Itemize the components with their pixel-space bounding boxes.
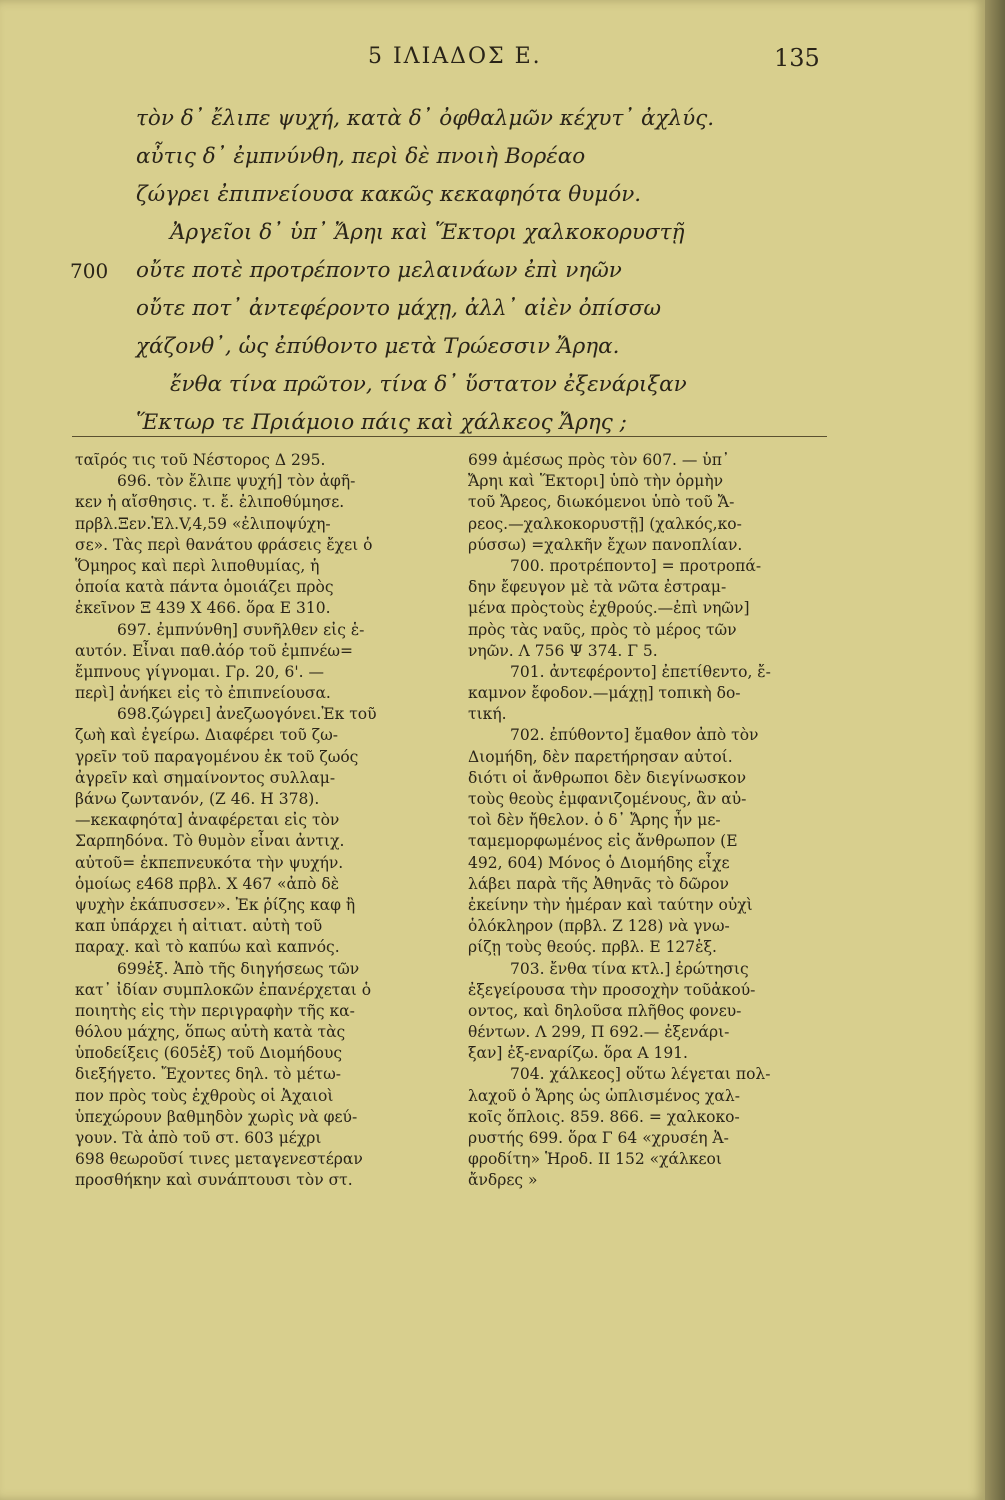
verse-text: Ἕκτωρ τε Πριάμοιο πάις καὶ χάλκεος Ἄρης ; [136, 410, 627, 435]
commentary-line: ὑποδείξεις (605ἑξ) τοῦ Διομήδους [75, 1044, 343, 1063]
commentary-line: ὑπεχώρουν βαθμηδὸν χωρὶς νὰ φεύ- [75, 1107, 358, 1126]
page-edge [985, 0, 1005, 1500]
commentary-line: ταῖρός τις τοῦ Νέστορος Δ 295. [75, 451, 326, 469]
commentary-line: σε». Τὰς περὶ θανάτου φράσεις ἔχει ὁ [75, 535, 373, 554]
commentary-line: αυτόν. Εἶναι παθ.ἀόρ τοῦ ἐμπνέω= [75, 641, 354, 660]
commentary-line: πρβλ.Ξεν.Ἑλ.V,4,59 «ἐλιποψύχη- [75, 514, 331, 533]
verse-line [70, 176, 830, 214]
commentary-line: 700. προτρέποντο] = προτροπά- [510, 556, 762, 575]
verse-text: τὸν δ᾿ ἔλιπε ψυχή, κατὰ δ᾿ ὀφθαλμῶν κέχυτ᾿ ἀχλύς. [136, 106, 715, 131]
commentary-line: κεν ἡ αἴσθησις. τ. ἔ. ἐλιποθύμησε. [75, 493, 345, 512]
verse-line [70, 290, 830, 328]
commentary-line: ρίζῃ τοὺς θεούς. πρβλ. Ε 127ἑξ. [468, 938, 717, 957]
commentary-line: 703. ἔνθα τίνα κτλ.] ἐρώτησις [510, 959, 749, 978]
commentary-line: καμνον ἔφοδον.—μάχῃ] τοπικὴ δο- [468, 684, 741, 703]
divider-rule [72, 436, 827, 437]
commentary-line: προσθήκην καὶ συνάπτουσι τὸν στ. [75, 1171, 353, 1190]
commentary-line: Σαρπηδόνα. Τὸ θυμὸν εἶναι ἀντιχ. [75, 832, 345, 851]
verse-line [70, 328, 830, 366]
commentary-line: οντος, καὶ δηλοῦσα πλῆθος φονευ- [468, 1001, 742, 1020]
commentary-line: Ὅμηρος καὶ περὶ λιποθυμίας, ἡ [75, 556, 320, 575]
commentary-line: ἀγρεῖν καὶ σημαίνοντος συλλαμ- [75, 768, 336, 787]
commentary-line: ἔμπνους γίγνομαι. Γρ. 20, 6'. — [75, 662, 324, 681]
commentary-line: ρεος.—χαλκοκορυστῇ] (χαλκός,κο- [468, 514, 742, 533]
commentary-line: ζωὴ καὶ ἐγείρω. Διαφέρει τοῦ ζω- [75, 726, 339, 745]
verse-line [70, 366, 830, 404]
running-title: 5 ΙΛΙΑΔΟΣ Ε. [368, 44, 542, 69]
commentary-line: ποιητὴς εἰς τὴν περιγραφὴν τῆς κα- [75, 1001, 355, 1020]
verse-text: Ἀργεῖοι δ᾿ ὑπ᾿ Ἄρηι καὶ Ἕκτορι χαλκοκορυστῇ [170, 220, 685, 245]
verse-line [70, 252, 830, 290]
commentary-line: κοῖς ὅπλοις. 859. 866. = χαλκοκο- [468, 1107, 740, 1126]
commentary-line: τοῦ Ἄρεος, διωκόμενοι ὑπὸ τοῦ Ἄ- [468, 493, 735, 512]
commentary-line: πον πρὸς τοὺς ἐχθροὺς οἱ Ἀχαιοὶ [75, 1086, 334, 1105]
commentary-line: ἄνδρες » [468, 1171, 538, 1190]
commentary-line: 701. ἀντεφέροντο] ἐπετίθεντο, ἔ- [510, 662, 771, 681]
commentary-line: ταμεμορφωμένος εἰς ἄνθρωπον (Ε [468, 832, 738, 851]
commentary-line: ψυχὴν ἐκάπυσσεν». Ἐκ ῥίζης καφ ἢ [75, 895, 356, 914]
commentary-line: παραχ. καὶ τὸ καπύω καὶ καπνός. [75, 938, 340, 957]
commentary-line: ἐκείνην τὴν ἡμέραν καὶ ταύτην οὐχὶ [468, 895, 753, 914]
commentary-left-column [75, 450, 442, 1192]
page-number: 135 [774, 44, 820, 72]
verse-line [70, 214, 830, 252]
verse-number: 700 [70, 259, 109, 283]
verse-text: αὖτις δ᾿ ἐμπνύνθη, περὶ δὲ πνοιὴ Βορέαο [136, 144, 586, 169]
commentary-line: μένα πρὸςτοὺς ἐχθρούς.—ἐπὶ νηῶν] [468, 599, 750, 618]
commentary-line: 702. ἐπύθοντο] ἔμαθον ἀπὸ τὸν [510, 726, 759, 745]
commentary-line: 699ἑξ. Ἀπὸ τῆς διηγήσεως τῶν [117, 959, 360, 978]
commentary-line: περὶ] ἀνήκει εἰς τὸ ἐπιπνείουσα. [75, 684, 331, 703]
commentary-line: —κεκαφηότα] ἀναφέρεται εἰς τὸν [75, 811, 340, 830]
commentary-line: ὁμοίως ε468 πρβλ. Χ 467 «ἀπὸ δὲ [75, 874, 340, 893]
commentary-line: φροδίτη» Ἡροδ. ΙΙ 152 «χάλκεοι [468, 1150, 722, 1169]
commentary-line: Διομήδη, δὲν παρετήρησαν αὐτοί. [468, 747, 733, 766]
commentary-line: 704. χάλκεος] οὕτω λέγεται πολ- [510, 1065, 771, 1084]
commentary-line: ἐκεῖνον Ξ 439 Χ 466. ὅρα Ε 310. [75, 599, 331, 618]
commentary-line: 699 ἀμέσως πρὸς τὸν 607. — ὑπ᾿ [468, 451, 730, 469]
commentary-line: 492, 604) Μόνος ὁ Διομήδης εἶχε [468, 853, 730, 872]
commentary-line: διεξήγετο. Ἔχοντες δηλ. τὸ μέτω- [75, 1065, 341, 1084]
commentary-line: ἐξεγείρουσα τὴν προσοχὴν τοῦἀκού- [468, 980, 756, 999]
commentary-line: ρύσσω) =χαλκῆν ἔχων πανοπλίαν. [468, 535, 743, 554]
verse-text: οὔτε ποτὲ προτρέποντο μελαινάων ἐπὶ νηῶν [136, 258, 622, 283]
commentary-line: αὐτοῦ= ἐκπεπνευκότα τὴν ψυχήν. [75, 853, 344, 872]
commentary-line: ρυστής 699. ὅρα Γ 64 «χρυσέη Ἀ- [468, 1129, 729, 1147]
commentary-line: 698.ζώγρει] ἀνεζωογόνει.Ἐκ τοῦ [117, 705, 377, 724]
commentary-line: τοὶ δὲν ἤθελον. ὁ δ᾿ Ἄρης ἦν με- [468, 811, 721, 830]
commentary-line: βάνω ζωντανόν, (Ζ 46. Η 378). [75, 790, 320, 808]
verse-text: ἔνθα τίνα πρῶτον, τίνα δ᾿ ὕστατον ἐξενάριξαν [170, 372, 687, 397]
page-header [0, 44, 985, 74]
commentary-line: ὁποία κατὰ πάντα ὁμοιάζει πρὸς [75, 578, 334, 597]
commentary-line: τοὺς θεοὺς ἐμφανιζομένους, ἂν αὐ- [468, 790, 747, 808]
commentary-line: διότι οἱ ἄνθρωποι δὲν διεγίνωσκον [468, 768, 747, 787]
verse-block [70, 100, 830, 442]
commentary-line: ὁλόκληρον (πρβλ. Ζ 128) νὰ γνω- [468, 917, 730, 936]
commentary-line: λαχοῦ ὁ Ἄρης ὡς ὡπλισμένος χαλ- [468, 1086, 740, 1105]
commentary-line: 697. ἐμπνύνθη] συνῆλθεν εἰς ἑ- [117, 620, 365, 639]
commentary-line: τική. [468, 705, 507, 724]
commentary-line: Ἄρηι καὶ Ἕκτορι] ὑπὸ τὴν ὁρμὴν [468, 472, 724, 491]
commentary-right-column [468, 450, 828, 1192]
verse-text: οὔτε ποτ᾿ ἀντεφέροντο μάχῃ, ἀλλ᾿ αἰὲν ὀπίσσω [136, 296, 661, 321]
commentary-line: 698 θεωροῦσί τινες μεταγενεστέραν [75, 1150, 363, 1169]
commentary-line: θόλου μάχης, ὅπως αὐτὴ κατὰ τὰς [75, 1023, 346, 1042]
commentary-line: κατ᾿ ἰδίαν συμπλοκῶν ἐπανέρχεται ὁ [75, 980, 372, 999]
verse-line [70, 138, 830, 176]
verse-text: ζώγρει ἐπιπνείουσα κακῶς κεκαφηότα θυμόν. [136, 182, 642, 207]
commentary-line: καπ ὑπάρχει ἡ αἰτιατ. αὐτὴ τοῦ [75, 917, 323, 936]
commentary-line: πρὸς τὰς ναῦς, πρὸς τὸ μέρος τῶν [468, 620, 737, 639]
commentary-line: γρεῖν τοῦ παραγομένου ἐκ τοῦ ζωός [75, 747, 359, 766]
commentary-line: γουν. Τὰ ἀπὸ τοῦ στ. 603 μέχρι [75, 1129, 322, 1147]
commentary-line: 696. τὸν ἔλιπε ψυχή] τὸν ἀφῆ- [117, 472, 356, 491]
commentary-line: θέντων. Λ 299, Π 692.— ἐξενάρι- [468, 1023, 730, 1042]
commentary-line: δην ἔφευγον μὲ τὰ νῶτα ἐστραμ- [468, 578, 727, 597]
commentary-line: λάβει παρὰ τῆς Ἀθηνᾶς τὸ δῶρον [468, 874, 729, 893]
verse-text: χάζονθ᾿, ὡς ἐπύθοντο μετὰ Τρώεσσιν Ἄρηα. [136, 334, 620, 359]
commentary-line: ξαν] ἐξ-εναρίζω. ὅρα Α 191. [468, 1044, 688, 1063]
commentary-line: νηῶν. Λ 756 Ψ 374. Γ 5. [468, 641, 658, 660]
verse-line [70, 100, 830, 138]
